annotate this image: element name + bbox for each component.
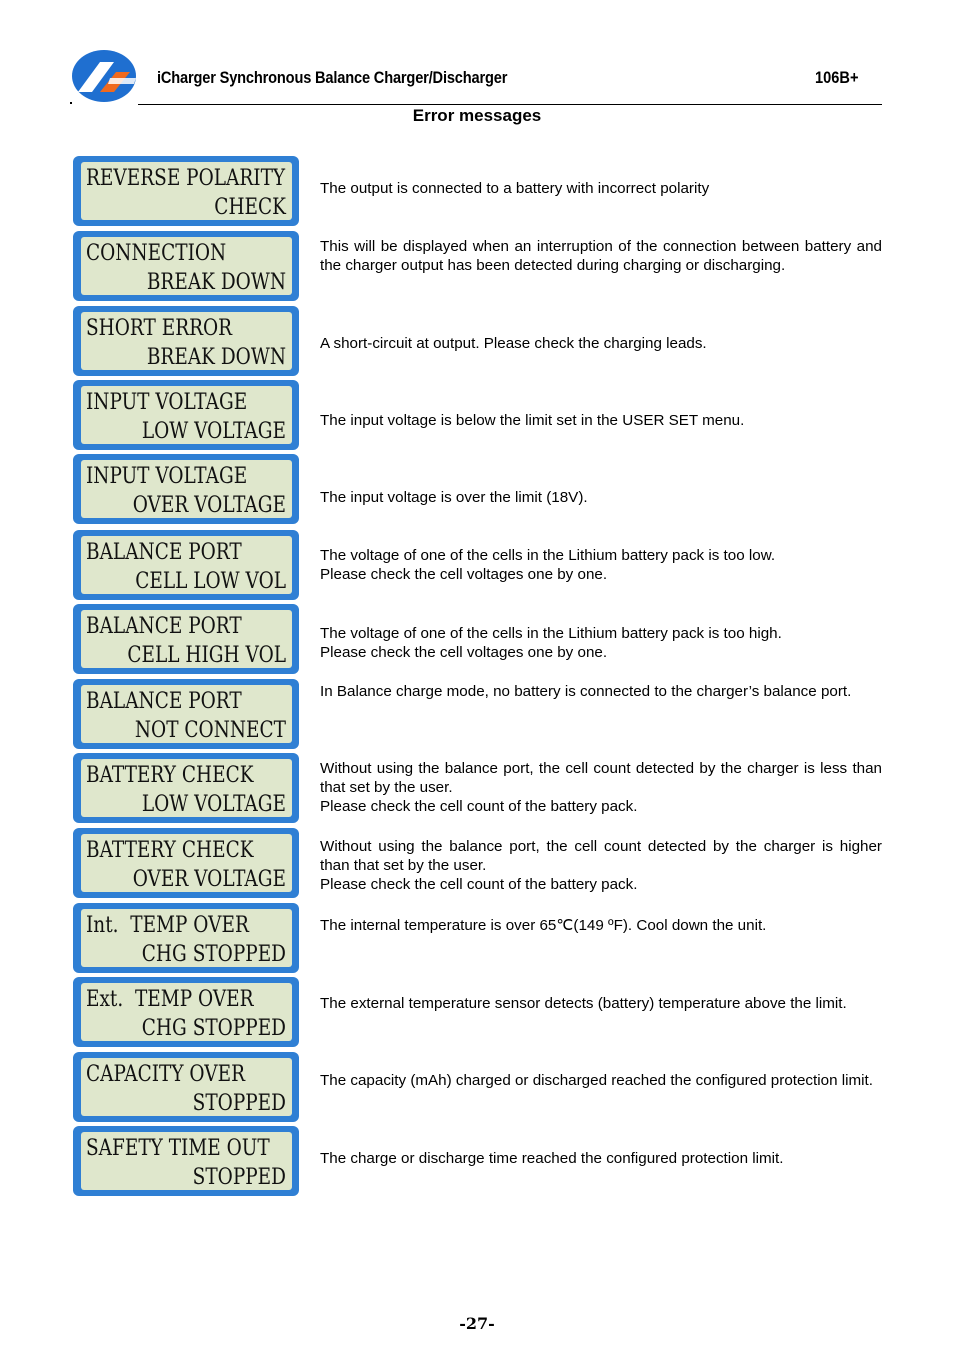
description-line: This will be displayed when an interruption of the connection between battery and the charger output has been detected during charging or discharging. — [320, 238, 882, 274]
description-line: Without using the balance port, the cell count detected by the charger is less than that set by the user. — [320, 760, 882, 796]
lcd-display — [73, 679, 299, 749]
error-description — [320, 334, 882, 353]
description-line: The input voltage is below the limit set in the USER SET menu. — [320, 412, 745, 429]
lcd-line-1: BALANCE PORT — [86, 540, 242, 565]
lcd-screen — [81, 162, 292, 220]
lcd-line-2: CHG STOPPED — [141, 942, 286, 967]
lcd-display — [73, 753, 299, 823]
error-description — [320, 179, 882, 198]
description-line: A short-circuit at output. Please check the charging leads. — [320, 335, 707, 352]
lcd-line-1: CONNECTION — [86, 241, 227, 266]
error-description — [320, 1071, 882, 1090]
lcd-line-2: STOPPED — [192, 1165, 286, 1190]
lcd-line-2: CHG STOPPED — [141, 1016, 286, 1041]
lcd-line-2: CELL LOW VOL — [135, 569, 286, 594]
lcd-line-1: INPUT VOLTAGE — [86, 464, 248, 489]
section-title: Error messages — [412, 106, 542, 125]
error-description — [320, 624, 882, 662]
description-line: The charge or discharge time reached the configured protection limit. — [320, 1150, 784, 1167]
lcd-line-2: OVER VOLTAGE — [132, 493, 286, 518]
lcd-line-1: REVERSE POLARITY — [86, 166, 286, 191]
lcd-line-1: BATTERY CHECK — [86, 763, 254, 788]
error-description — [320, 682, 882, 701]
header-dot — [70, 102, 72, 104]
description-line: Please check the cell voltages one by one. — [320, 644, 608, 661]
lcd-screen — [81, 536, 292, 594]
description-line: The external temperature sensor detects (battery) temperature above the limit. — [320, 995, 847, 1012]
lcd-screen — [81, 1058, 292, 1116]
lcd-display — [73, 828, 299, 898]
lcd-display — [73, 156, 299, 226]
lcd-line-2: LOW VOLTAGE — [141, 419, 286, 444]
lcd-line-2: LOW VOLTAGE — [141, 792, 286, 817]
header-model: 106B+ — [815, 68, 859, 87]
error-description — [320, 994, 882, 1013]
lcd-line-2: NOT CONNECT — [134, 718, 286, 743]
lcd-line-2: STOPPED — [192, 1091, 286, 1116]
lcd-display — [73, 604, 299, 674]
lcd-line-1: SHORT ERROR — [86, 316, 233, 341]
description-line: In Balance charge mode, no battery is connected to the charger’s balance port. — [320, 683, 852, 700]
lcd-display — [73, 1126, 299, 1196]
lcd-screen — [81, 759, 292, 817]
error-description — [320, 411, 882, 430]
lcd-screen — [81, 460, 292, 518]
lcd-screen — [81, 834, 292, 892]
header-title: iCharger Synchronous Balance Charger/Discharger — [157, 68, 508, 87]
lcd-line-2: OVER VOLTAGE — [132, 867, 286, 892]
description-line: The internal temperature is over 65℃(149 ºF). Cool down the unit. — [320, 917, 767, 934]
lcd-line-2: BREAK DOWN — [146, 345, 286, 370]
description-line: The capacity (mAh) charged or discharged reached the configured protection limit. — [320, 1072, 873, 1089]
lcd-display — [73, 231, 299, 301]
description-line: Please check the cell count of the battery pack. — [320, 876, 638, 893]
lcd-screen — [81, 1132, 292, 1190]
description-line: Without using the balance port, the cell count detected by the charger is higher than that set by the user. — [320, 838, 882, 874]
lcd-display — [73, 306, 299, 376]
lcd-line-1: BALANCE PORT — [86, 614, 242, 639]
lcd-display — [73, 977, 299, 1047]
description-line: Please check the cell voltages one by one. — [320, 566, 608, 583]
description-line: Please check the cell count of the battery pack. — [320, 798, 638, 815]
lcd-line-1: INPUT VOLTAGE — [86, 390, 248, 415]
lcd-line-1: BATTERY CHECK — [86, 838, 254, 863]
lcd-line-1: BALANCE PORT — [86, 689, 242, 714]
error-description — [320, 837, 882, 894]
lcd-display — [73, 380, 299, 450]
error-description — [320, 237, 882, 275]
lcd-screen — [81, 983, 292, 1041]
error-description — [320, 488, 882, 507]
description-line: The input voltage is over the limit (18V). — [320, 489, 588, 506]
brand-logo-icon — [70, 48, 138, 104]
error-description — [320, 1149, 882, 1168]
lcd-screen — [81, 685, 292, 743]
lcd-line-1: CAPACITY OVER — [86, 1062, 245, 1087]
error-description — [320, 759, 882, 816]
lcd-line-1: Int. TEMP OVER — [86, 913, 249, 938]
lcd-screen — [81, 386, 292, 444]
lcd-display — [73, 530, 299, 600]
lcd-line-1: Ext. TEMP OVER — [86, 987, 254, 1012]
page-number: -27- — [459, 1314, 495, 1333]
header-divider — [138, 104, 882, 105]
lcd-display — [73, 903, 299, 973]
lcd-line-2: BREAK DOWN — [146, 270, 286, 295]
lcd-line-2: CHECK — [214, 195, 286, 220]
description-line: The output is connected to a battery with incorrect polarity — [320, 180, 710, 197]
description-line: The voltage of one of the cells in the Lithium battery pack is too low. — [320, 547, 776, 564]
lcd-screen — [81, 610, 292, 668]
lcd-line-1: SAFETY TIME OUT — [86, 1136, 270, 1161]
lcd-display — [73, 454, 299, 524]
error-description — [320, 916, 882, 935]
lcd-display — [73, 1052, 299, 1122]
error-description — [320, 546, 882, 584]
lcd-screen — [81, 312, 292, 370]
description-line: The voltage of one of the cells in the Lithium battery pack is too high. — [320, 625, 782, 642]
lcd-screen — [81, 237, 292, 295]
lcd-screen — [81, 909, 292, 967]
lcd-line-2: CELL HIGH VOL — [127, 643, 286, 668]
